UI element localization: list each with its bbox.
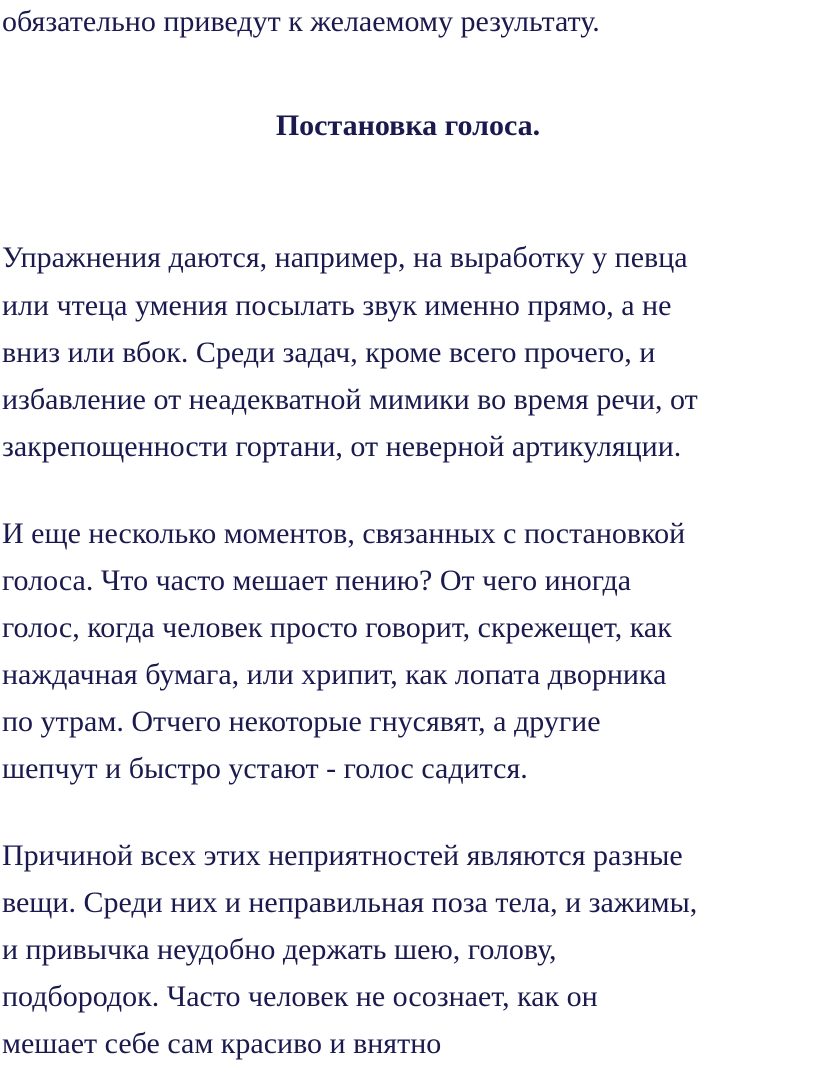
paragraph-line: закрепощенности гортани, от неверной артикуляции. (2, 430, 682, 463)
paragraph-line: подбородок. Часто человек не осознает, как он (2, 980, 598, 1013)
paragraph-line: наждачная бумага, или хрипит, как лопата дворника (2, 658, 667, 691)
paragraph-line: И еще несколько моментов, связанных с постановкой (2, 517, 686, 550)
paragraph-line: и привычка неудобно держать шею, голову, (2, 933, 557, 966)
paragraph-line: вещи. Среди них и неправильная поза тела, и зажимы, (2, 886, 698, 919)
section-heading: Постановка голоса. (275, 109, 541, 142)
paragraph-line: голос, когда человек просто говорит, скрежещет, как (2, 611, 672, 644)
paragraph-line: по утрам. Отчего некоторые гнусявят, а другие (2, 705, 601, 738)
paragraph-line: мешает себе сам красиво и внятно (2, 1027, 442, 1060)
paragraph-line: избавление от неадекватной мимики во время речи, от (2, 383, 698, 416)
paragraph-line: голоса. Что часто мешает пению? От чего иногда (2, 564, 632, 597)
paragraph-line: Упражнения даются, например, на выработку у певца (2, 241, 688, 274)
intro-line: обязательно приведут к желаемому результату. (2, 5, 600, 38)
paragraph-line: вниз или вбок. Среди задач, кроме всего прочего, и (2, 336, 656, 369)
paragraph-line: или чтеца умения посылать звук именно прямо, а не (2, 289, 672, 322)
paragraph-line: шепчут и быстро устают - голос садится. (2, 752, 528, 785)
paragraph-line: Причиной всех этих неприятностей являются разные (2, 839, 683, 872)
